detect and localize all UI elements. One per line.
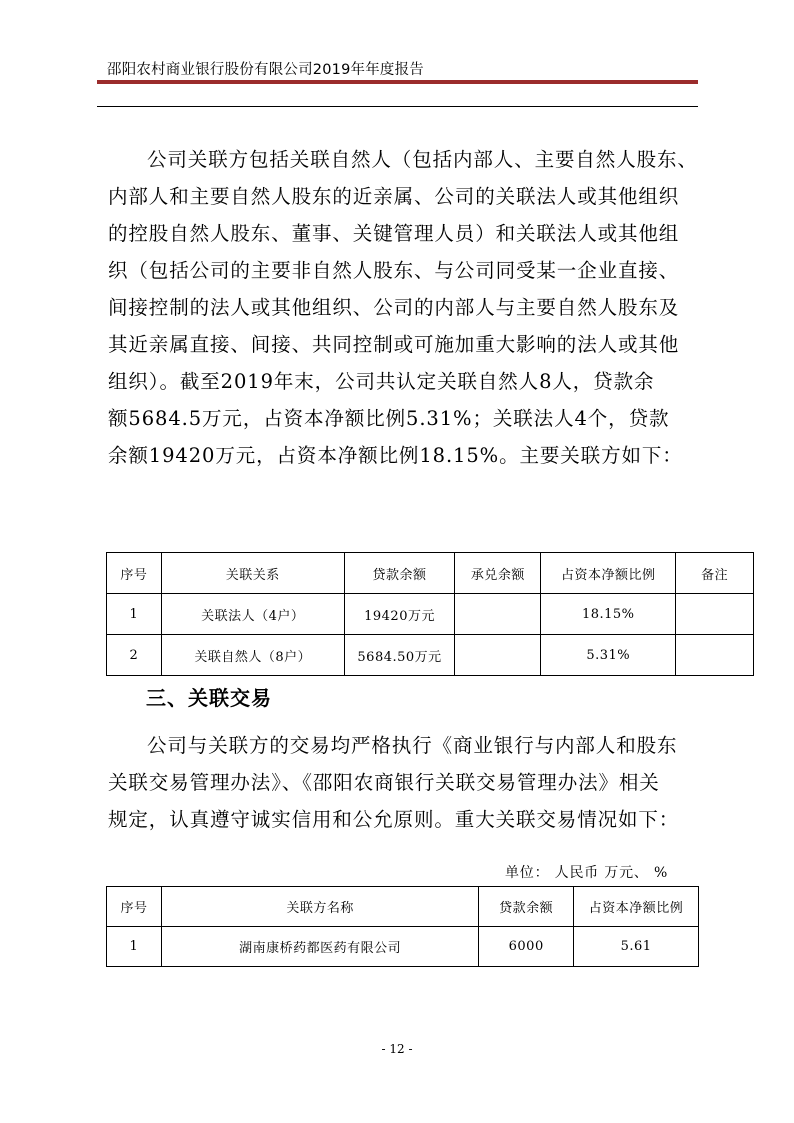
table-cell: 湖南康桥药都医药有限公司	[161, 927, 478, 967]
paragraph-line: 余额19420万元，占资本净额比例18.15%。主要关联方如下：	[108, 444, 683, 467]
table-header-row	[107, 887, 699, 927]
paragraph-line: 内部人和主要自然人股东的近亲属、公司的关联法人或其他组织	[108, 185, 680, 208]
table-header-cell: 占资本净额比例	[541, 553, 676, 594]
table-cell	[676, 635, 754, 676]
page-number: - 12 -	[381, 1042, 413, 1056]
paragraph-line: 其近亲属直接、间接、共同控制或可施加重大影响的法人或其他	[108, 333, 680, 356]
table-row	[107, 927, 699, 967]
table-cell: 5.31%	[541, 635, 676, 676]
paragraph-line: 公司与关联方的交易均严格执行《商业银行与内部人和股东	[147, 734, 678, 757]
table-header-cell: 关联方名称	[161, 887, 478, 927]
table-cell: 5.61	[574, 927, 699, 967]
table-cell: 1	[107, 927, 162, 967]
paragraph-line: 公司关联方包括关联自然人（包括内部人、主要自然人股东、	[147, 148, 698, 171]
paragraph-line: 间接控制的法人或其他组织、公司的内部人与主要自然人股东及	[108, 296, 680, 319]
table-cell: 关联自然人（8户）	[161, 635, 344, 676]
table-header-cell: 承兑余额	[455, 553, 541, 594]
table-cell: 1	[107, 594, 162, 635]
table-cell: 2	[107, 635, 162, 676]
table-cell: 关联法人（4户）	[161, 594, 344, 635]
table-header-cell: 关联关系	[161, 553, 344, 594]
paragraph-line: 额5684.5万元，占资本净额比例5.31%；关联法人4个，贷款	[108, 407, 670, 430]
related-parties-table	[106, 552, 754, 676]
header-divider-thin	[97, 106, 698, 107]
table-row	[107, 635, 754, 676]
table-cell: 19420万元	[344, 594, 455, 635]
paragraph-line: 的控股自然人股东、董事、关键管理人员）和关联法人或其他组	[108, 222, 680, 245]
paragraph-line: 织（包括公司的主要非自然人股东、与公司同受某一企业直接、	[108, 259, 680, 282]
table-header-cell: 序号	[107, 887, 162, 927]
table-cell: 5684.50万元	[344, 635, 455, 676]
report-header-title: 邵阳农村商业银行股份有限公司2019年年度报告	[107, 62, 424, 78]
table-cell	[676, 594, 754, 635]
paragraph-line: 组织）。截至2019年末，公司共认定关联自然人8人，贷款余	[108, 370, 655, 393]
table-cell	[455, 594, 541, 635]
table-cell: 18.15%	[541, 594, 676, 635]
paragraph-line: 规定，认真遵守诚实信用和公允原则。重大关联交易情况如下：	[108, 808, 680, 831]
table-header-cell: 贷款余额	[344, 553, 455, 594]
unit-label: 单位： 人民币 万元、 %	[505, 865, 669, 881]
table-header-row	[107, 553, 754, 594]
table-cell	[455, 635, 541, 676]
table-header-cell: 序号	[107, 553, 162, 594]
table-cell: 6000	[479, 927, 574, 967]
section-heading: 三、关联交易	[146, 686, 272, 710]
table-header-cell: 备注	[676, 553, 754, 594]
header-divider-red	[97, 80, 698, 84]
related-parties-paragraph	[108, 141, 700, 474]
table-header-cell: 占资本净额比例	[574, 887, 699, 927]
paragraph-line: 关联交易管理办法》、《邵阳农商银行关联交易管理办法》相关	[108, 771, 660, 794]
related-transactions-paragraph	[108, 727, 700, 838]
major-transactions-table	[106, 886, 699, 967]
table-row	[107, 594, 754, 635]
table-header-cell: 贷款余额	[479, 887, 574, 927]
